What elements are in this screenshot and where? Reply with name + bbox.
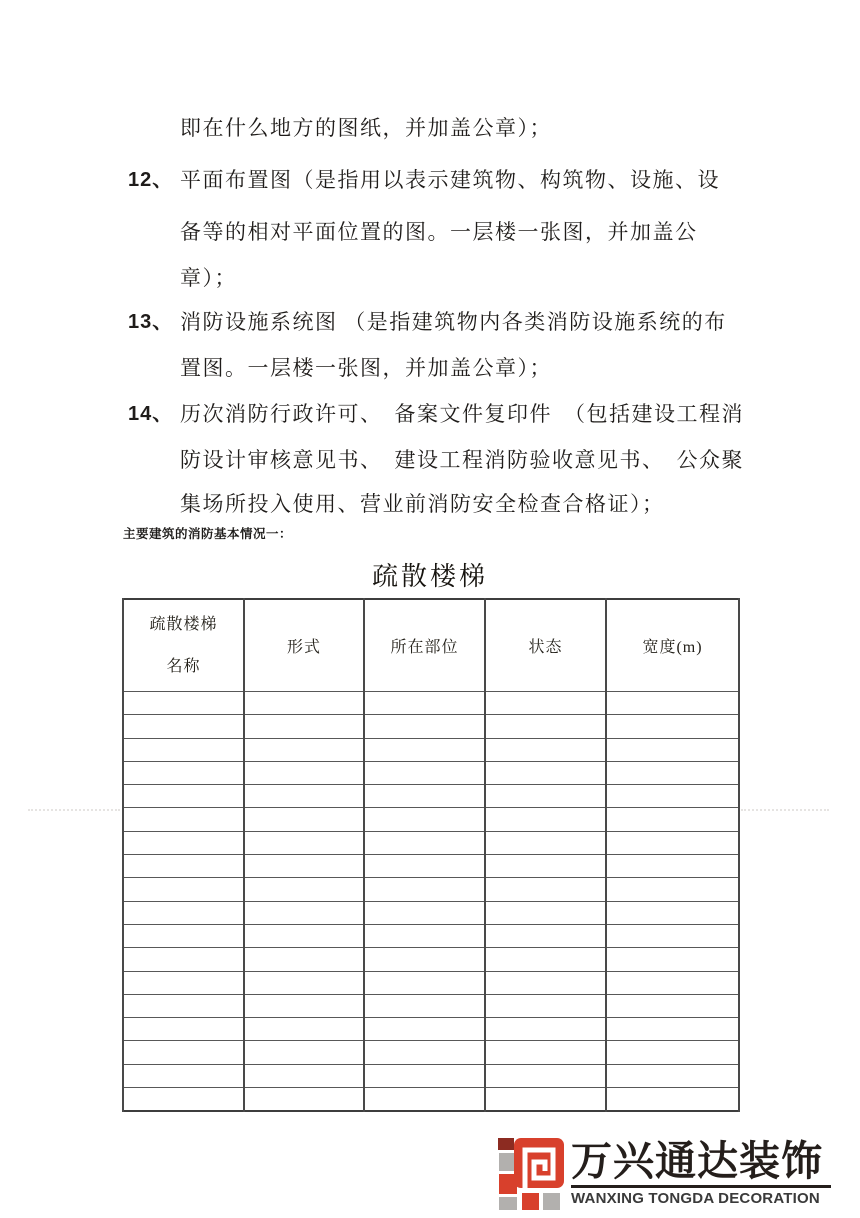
table-cell [485,715,606,738]
table-cell [244,878,364,901]
table-cell [606,831,739,854]
table-cell [123,692,244,715]
table-cell [244,808,364,831]
table-cell [123,924,244,947]
table-cell [364,1018,485,1041]
table-cell [485,831,606,854]
table-cell [123,1064,244,1087]
table-cell [123,738,244,761]
company-logo [498,1138,831,1212]
table-cell [364,1041,485,1064]
table-cell [485,1018,606,1041]
list-text: 置图。一层楼一张图，并加盖公章）； [180,356,552,380]
table-cell [606,692,739,715]
header-cell-status: 状态 [485,599,606,692]
list-number: 14、 [128,403,174,425]
table-row [123,785,739,808]
table-row [123,738,739,761]
table-cell [364,808,485,831]
table-cell [485,994,606,1017]
table-cell [244,948,364,971]
list-text: 消防设施系统图 （是指建筑物内各类消防设施系统的布 [180,310,727,334]
table-cell [244,924,364,947]
logo-chinese-name: 万兴通达装饰 [571,1138,823,1184]
table-cell [485,878,606,901]
table-row [123,1018,739,1041]
header-name-line1: 疏散楼梯 [149,615,218,633]
list-text: 章）； [180,266,237,290]
table-cell [123,948,244,971]
table-cell [123,994,244,1017]
list-line [128,157,746,203]
table-cell [606,738,739,761]
table-cell [606,855,739,878]
table-cell [244,738,364,761]
list-line [128,255,746,301]
table-cell [123,855,244,878]
list-line [128,299,746,345]
table-row [123,855,739,878]
table-row [123,948,739,971]
header-cell-width: 宽度(m) [606,599,739,692]
table-cell [364,971,485,994]
table-cell [606,994,739,1017]
table-cell [123,808,244,831]
table-cell [123,1088,244,1112]
list-line [128,209,746,255]
table-row [123,924,739,947]
table-cell [606,715,739,738]
table-cell [485,1064,606,1087]
table-cell [244,994,364,1017]
list-line [128,481,746,527]
table-cell [485,1041,606,1064]
table-cell [244,831,364,854]
scan-artifact-dash-right [741,809,829,811]
table-cell [244,715,364,738]
table-cell [244,1041,364,1064]
table-cell [123,971,244,994]
table-cell [485,855,606,878]
header-name-line2: 名称 [166,657,201,675]
table-cell [364,1064,485,1087]
table-cell [606,1041,739,1064]
table-cell [123,878,244,901]
table-cell [123,785,244,808]
table-cell [123,715,244,738]
table-cell [606,901,739,924]
table-cell [364,692,485,715]
table-row [123,831,739,854]
section-label: 主要建筑的消防基本情况一： [123,527,293,541]
table-cell [364,761,485,784]
table-cell [485,738,606,761]
table-cell [244,971,364,994]
table-cell [485,808,606,831]
table-row [123,692,739,715]
table-cell [364,1088,485,1112]
table-cell [485,785,606,808]
table-cell [606,971,739,994]
logo-text-block [571,1138,831,1207]
table-cell [364,948,485,971]
header-gap [124,638,243,654]
table-title: 疏散楼梯 [371,562,488,591]
list-line [128,391,746,437]
table-cell [606,761,739,784]
table-cell [123,761,244,784]
table-cell [606,808,739,831]
header-cell-name [123,599,244,692]
table-row [123,761,739,784]
table-cell [364,715,485,738]
table-row [123,1041,739,1064]
table-cell [123,901,244,924]
table-cell [606,1018,739,1041]
table-cell [485,924,606,947]
table-row [123,808,739,831]
list-line [128,437,746,483]
table-cell [485,948,606,971]
table-cell [244,785,364,808]
table-row [123,1064,739,1087]
table-cell [606,785,739,808]
list-number: 13、 [128,311,174,333]
table-cell [606,924,739,947]
table-cell [606,1088,739,1112]
table-cell [485,761,606,784]
table-row [123,971,739,994]
list-text: 历次消防行政许可、 备案文件复印件 （包括建设工程消 [180,402,744,426]
table-row [123,1088,739,1112]
table-cell [244,901,364,924]
logo-mark-icon [498,1138,564,1212]
evacuation-stairs-table [122,598,740,1112]
table-cell [244,1088,364,1112]
table-cell [244,1018,364,1041]
table-cell [364,878,485,901]
table-cell [244,692,364,715]
table-cell [364,738,485,761]
header-cell-location: 所在部位 [364,599,485,692]
table-cell [364,994,485,1017]
table-cell [244,1064,364,1087]
list-line [128,105,746,151]
table-cell [485,971,606,994]
table-cell [364,785,485,808]
table-cell [244,855,364,878]
list-text: 防设计审核意见书、 建设工程消防验收意见书、 公众聚 [180,448,744,472]
table-cell [364,831,485,854]
table-cell [485,692,606,715]
list-text: 平面布置图（是指用以表示建筑物、构筑物、设施、设 [180,168,720,192]
list-text: 备等的相对平面位置的图。一层楼一张图，并加盖公 [180,220,698,244]
table-cell [123,1041,244,1064]
table-cell [485,901,606,924]
table-cell [123,831,244,854]
logo-divider [571,1185,831,1188]
table-cell [485,1088,606,1112]
logo-english-name: WANXING TONGDA DECORATION [571,1190,820,1207]
table-cell [606,878,739,901]
table-row [123,878,739,901]
list-line [128,345,746,391]
table-header-row [123,599,739,692]
list-text: 即在什么地方的图纸，并加盖公章）； [180,116,552,140]
table-cell [364,855,485,878]
stairs-table-body [123,692,739,1112]
scan-artifact-dash-left [28,809,120,811]
table-cell [364,901,485,924]
list-number: 12、 [128,169,174,191]
table-row [123,901,739,924]
table-cell [606,948,739,971]
header-cell-form: 形式 [244,599,364,692]
table-cell [364,924,485,947]
table-row [123,994,739,1017]
table-cell [123,1018,244,1041]
table-cell [606,1064,739,1087]
list-text: 集场所投入使用、营业前消防安全检查合格证）； [180,492,665,516]
table-row [123,715,739,738]
table-cell [244,761,364,784]
